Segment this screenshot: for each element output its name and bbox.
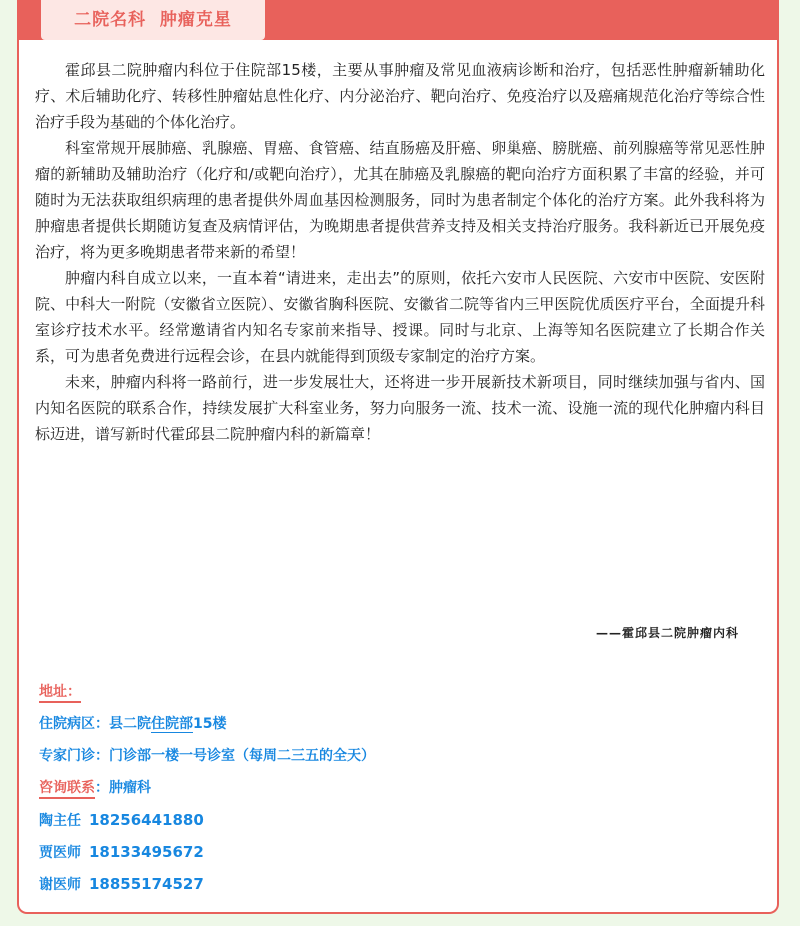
ward-value-c: 15楼 bbox=[193, 716, 227, 732]
address-label: 地址： bbox=[39, 684, 81, 703]
ward-label: 住院病区： bbox=[39, 716, 109, 732]
article-card bbox=[17, 0, 779, 914]
doctor-row bbox=[39, 836, 759, 868]
page-title: 二院名科 肿瘤克星 bbox=[41, 0, 265, 40]
doctor-name: 陶主任 bbox=[39, 813, 81, 829]
ward-row bbox=[39, 708, 759, 740]
signature: ——霍邱县二院肿瘤内科 bbox=[595, 626, 739, 640]
clinic-row bbox=[39, 740, 759, 772]
address-row bbox=[39, 676, 759, 708]
doctor-phone[interactable]: 18256441880 bbox=[89, 811, 204, 829]
doctor-phone[interactable]: 18855174527 bbox=[89, 875, 204, 893]
consult-value: 肿瘤科 bbox=[109, 780, 151, 796]
paragraph-services: 科室常规开展肺癌、乳腺癌、胃癌、食管癌、结直肠癌及肝癌、卵巢癌、膀胱癌、前列腺癌等常见恶性肿瘤的新辅助及辅助治疗（化疗和/或靶向治疗），尤其在肺癌及乳腺癌的靶向治疗方面积累了丰富的经验，并可随时为无法获取组织病理的患者提供外周血基因检测服务，同时为患者制定个体化的治疗方案。此外我科将为肿瘤患者提供长期随访复查及病情评估，为晚期患者提供营养支持及相关支持治疗服务。我科新近已开展免疫治疗，将为更多晚期患者带来新的希望！ bbox=[35, 139, 765, 261]
doctor-name: 贾医师 bbox=[39, 845, 81, 861]
paragraph-cooperation: 肿瘤内科自成立以来，一直本着“请进来，走出去”的原则，依托六安市人民医院、六安市中医院、安医附院、中科大一附院（安徽省立医院）、安徽省胸科医院、安徽省二院等省内三甲医院优质医疗平台，全面提升科室诊疗技术水平。经常邀请省内知名专家前来指导、授课。同时与北京、上海等知名医院建立了长期合作关系，可为患者免费进行远程会诊，在县内就能得到顶级专家制定的治疗方案。 bbox=[35, 269, 765, 365]
consult-label: 咨询联系 bbox=[39, 780, 95, 799]
paragraph-intro: 霍邱县二院肿瘤内科位于住院部15楼，主要从事肿瘤及常见血液病诊断和治疗，包括恶性肿瘤新辅助化疗、术后辅助化疗、转移性肿瘤姑息性化疗、内分泌治疗、靶向治疗、免疫治疗以及癌痛规范化治疗等综合性治疗手段为基础的个体化治疗。 bbox=[35, 61, 765, 131]
doctor-phone[interactable]: 18133495672 bbox=[89, 843, 204, 861]
paragraph-future: 未来，肿瘤内科将一路前行，进一步发展壮大，还将进一步开展新技术新项目，同时继续加强与省内、国内知名医院的联系合作，持续发展扩大科室业务，努力向服务一流、技术一流、设施一流的现代化肿瘤内科目标迈进，谱写新时代霍邱县二院肿瘤内科的新篇章！ bbox=[35, 373, 765, 443]
ward-value-link[interactable]: 住院部 bbox=[151, 716, 193, 732]
contact-section bbox=[39, 676, 759, 900]
doctor-row bbox=[39, 868, 759, 900]
consult-colon: ： bbox=[95, 780, 109, 796]
ward-value-a: 县二院 bbox=[109, 716, 151, 732]
article-body bbox=[35, 57, 765, 447]
clinic-label: 专家门诊： bbox=[39, 748, 109, 764]
doctor-row bbox=[39, 804, 759, 836]
consult-row bbox=[39, 772, 759, 804]
clinic-value: 门诊部一楼一号诊室（每周二三五的全天） bbox=[109, 748, 375, 764]
doctor-name: 谢医师 bbox=[39, 877, 81, 893]
